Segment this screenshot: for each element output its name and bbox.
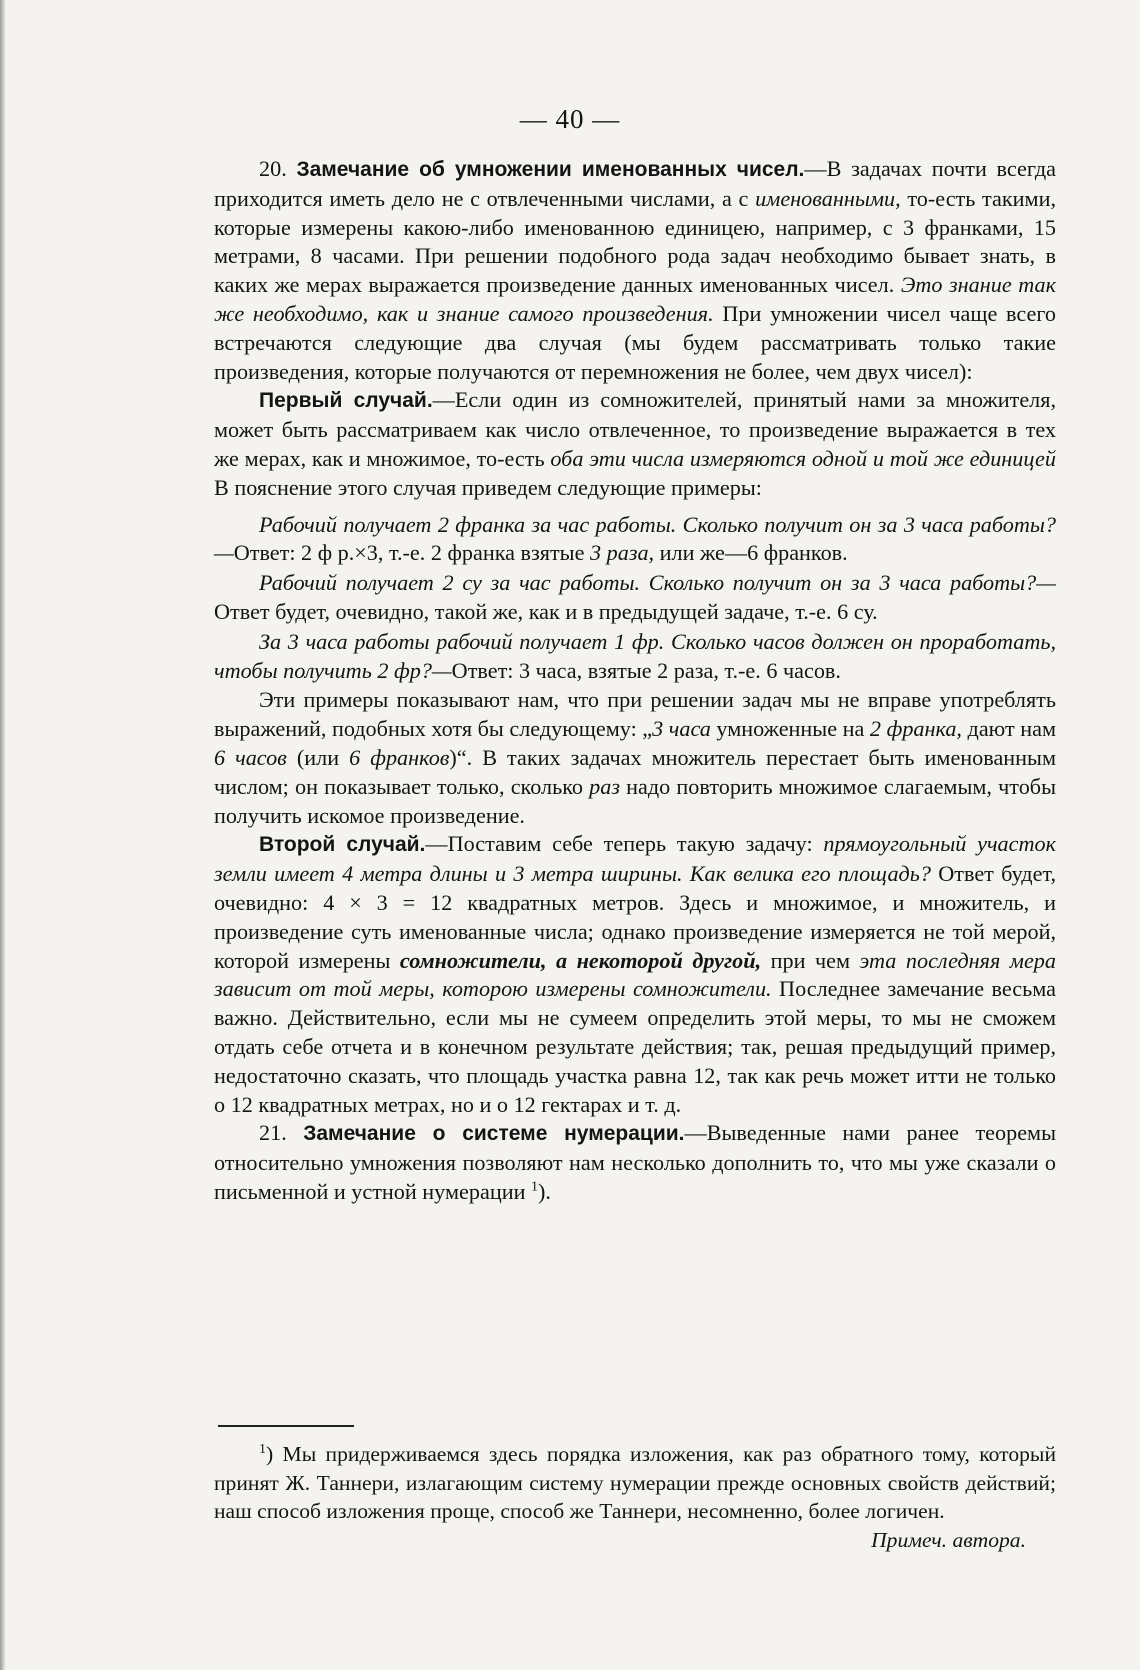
- note-italic-5: раз: [589, 773, 620, 799]
- note-text-4: (или: [286, 744, 350, 770]
- case-1-heading: Первый случай.: [259, 389, 433, 413]
- example-3-answer: Ответ: 3 часа, взятые 2 раза, т.-е. 6 часов.: [451, 657, 841, 683]
- example-3-paragraph: [214, 628, 1056, 686]
- examples-note-paragraph: [214, 686, 1056, 830]
- section-21-number: 21.: [259, 1120, 287, 1146]
- section-20-paragraph: [214, 155, 1056, 386]
- example-2-paragraph: [214, 569, 1056, 627]
- example-1-answer-end: или же—6 франков.: [654, 540, 848, 566]
- note-italic-2: 2 франка,: [869, 716, 962, 742]
- case-1-paragraph: [214, 386, 1056, 502]
- footnote-divider: [218, 1425, 354, 1427]
- note-italic-1: 3 часа: [652, 716, 711, 742]
- case-2-paragraph: [214, 830, 1056, 1119]
- case-1-text-2: В пояснение этого случая приведем следующие примеры:: [214, 474, 762, 500]
- example-1-answer: Ответ: 2 ф р.×3, т.-е. 2 франка взятые: [233, 540, 590, 566]
- example-3-question: За 3 часа работы рабочий получает 1 фр. Сколько часов должен он проработать, чтобы получить 2 фр?—: [214, 628, 1056, 683]
- section-20-text-3: При умножении чисел чаще всего встречаются следующие два случая (мы будем рассматривать только такие произведения, которые получаются от перемножения не более, чем двух чисел):: [214, 300, 1057, 384]
- section-21-text-1: —Выведенные нами ранее теоремы относительно умножения позволяют нам несколько дополнить то, что мы уже сказали о письменной и устной нумерации: [214, 1120, 1057, 1204]
- section-20-number: 20.: [259, 156, 287, 181]
- note-italic-4: 6 франков: [349, 744, 450, 770]
- page-number: — 40 —: [519, 104, 621, 134]
- main-text: [214, 155, 1056, 1207]
- case-2-text-1: —Поставим себе теперь такую задачу:: [425, 831, 824, 857]
- footnote-marker: 1: [259, 1441, 266, 1457]
- example-2-answer: Ответ будет, очевидно, такой же, как и в предыдущей задаче, т.-е. 6 су.: [214, 598, 878, 624]
- note-text-2: умноженные на: [710, 716, 870, 742]
- note-text-3: дают нам: [961, 716, 1056, 742]
- note-text-5: )“. В таких задачах множитель перестает быть именованным числом; он показывает только, сколько: [214, 744, 1056, 799]
- scan-edge-shadow: [0, 0, 6, 1670]
- example-1-question: Рабочий получает 2 франка за час работы. Сколько получит он за 3 часа работы?—: [214, 511, 1056, 566]
- case-1-text-1: —Если один из сомножителей, принятый нами за множителя, может быть рассматриваем как число отвлеченное, то произведение выражается в тех же мерах, как и множимое, то-есть: [214, 387, 1056, 471]
- section-20-italic-1: именованными,: [755, 185, 901, 211]
- example-2-question: Рабочий получает 2 су за час работы. Сколько получит он за 3 часа работы?—: [259, 570, 1056, 596]
- section-21-heading: Замечание о системе нумерации.: [303, 1122, 685, 1146]
- case-2-italic-1: прямоугольный участок земли имеет 4 метра длины и 3 метра ширины. Как велика его площадь?: [214, 831, 1056, 887]
- footnote-signature: Примеч. автора.: [871, 1527, 1026, 1552]
- section-21-paragraph: [214, 1119, 1056, 1206]
- note-italic-3: 6 часов: [214, 744, 287, 770]
- note-text-6: надо повторить множимое слагаемым, чтобы получить искомое произведение.: [214, 773, 1056, 828]
- section-20-heading: Замечание об умножении именованных чисел.: [296, 158, 805, 181]
- case-2-text-2: Ответ будет, очевидно: 4 × 3 = 12 квадратных метров. Здесь и множимое, и множитель, и произведение суть именованные числа; однако произведение измеряется не той мерой, которой измерены: [214, 861, 1056, 973]
- case-2-text-4: Последнее замечание весьма важно. Действительно, если мы не сумеем определить этой меры, то мы не сможем отдать себе отчета и в конечном результате действия; так, решая предыдущий пример, недостаточно сказать, что площадь участка равна 12, так как речь может итти не только о 12 квадратных метрах, но и о 12 гектарах и т. д.: [214, 976, 1056, 1117]
- section-20-italic-2: Это знание так же необходимо, как и знание самого произведения.: [214, 272, 1056, 326]
- case-2-italic-2: сомножители, а некоторой другой,: [399, 947, 762, 973]
- example-1-paragraph: [214, 511, 1056, 569]
- case-1-italic-1: оба эти числа измеряются одной и той же единицей: [550, 445, 1056, 471]
- section-21-text-2: ).: [537, 1178, 551, 1204]
- section-20-text-1: —В задачах почти всегда приходится иметь дело не с отвлеченными числами, а с: [214, 156, 1057, 211]
- case-2-italic-3: эта последняя мера зависит от той меры, которою измерены сомножители.: [214, 947, 1056, 1002]
- example-1-answer-italic: 3 раза,: [589, 540, 655, 566]
- section-20-text-2: то-есть такими, которые измерены какою-либо именованною единицею, например, с 3 франками, 15 метрами, 8 часами. При решении подобного рода задач необходимо бывает знать, в каких же мерах выражается произведение данных именованных чисел.: [214, 185, 1056, 298]
- footnote: [214, 1440, 1056, 1554]
- footnote-text: ) Мы придерживаемся здесь порядка изложения, как раз обратного тому, который принят Ж. Таннери, излагающим систему нумерации прежде основных свойств действий; наш способ изложения проще, способ же Таннери, несомненно, более логичен.: [214, 1442, 1056, 1523]
- case-2-heading: Второй случай.: [259, 833, 426, 857]
- case-2-text-3: при чем: [761, 947, 860, 973]
- footnote-reference: 1: [530, 1179, 538, 1195]
- note-text-1: Эти примеры показывают нам, что при решении задач мы не вправе употреблять выражений, подобных хотя бы следующему: „: [214, 687, 1056, 742]
